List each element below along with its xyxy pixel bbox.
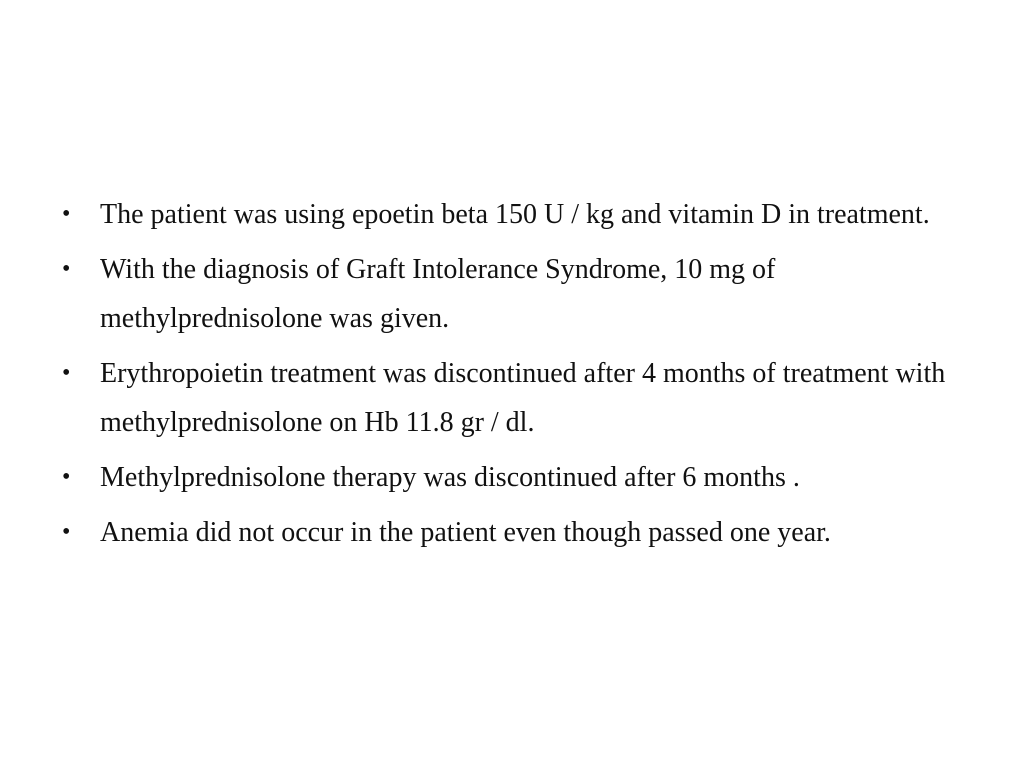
bullet-text: Erythropoietin treatment was discontinued after 4 months of treatment with methylprednisolone on Hb 11.8 gr / dl. — [100, 358, 946, 438]
bullet-text: With the diagnosis of Graft Intolerance Syndrome, 10 mg of methylprednisolone was given. — [100, 254, 776, 334]
bullet-icon: • — [62, 360, 71, 386]
bullet-icon: • — [62, 256, 71, 282]
bullet-list — [62, 190, 952, 563]
bullet-text: Methylprednisolone therapy was discontinued after 6 months . — [100, 462, 800, 493]
bullet-item — [62, 245, 952, 343]
bullet-item — [62, 190, 952, 239]
bullet-text: Anemia did not occur in the patient even though passed one year. — [100, 517, 831, 548]
bullet-icon: • — [62, 201, 71, 227]
bullet-item — [62, 349, 952, 447]
bullet-item — [62, 508, 952, 557]
bullet-item — [62, 453, 952, 502]
bullet-icon: • — [62, 519, 71, 545]
bullet-text: The patient was using epoetin beta 150 U / kg and vitamin D in treatment. — [100, 199, 930, 230]
bullet-icon: • — [62, 464, 71, 490]
